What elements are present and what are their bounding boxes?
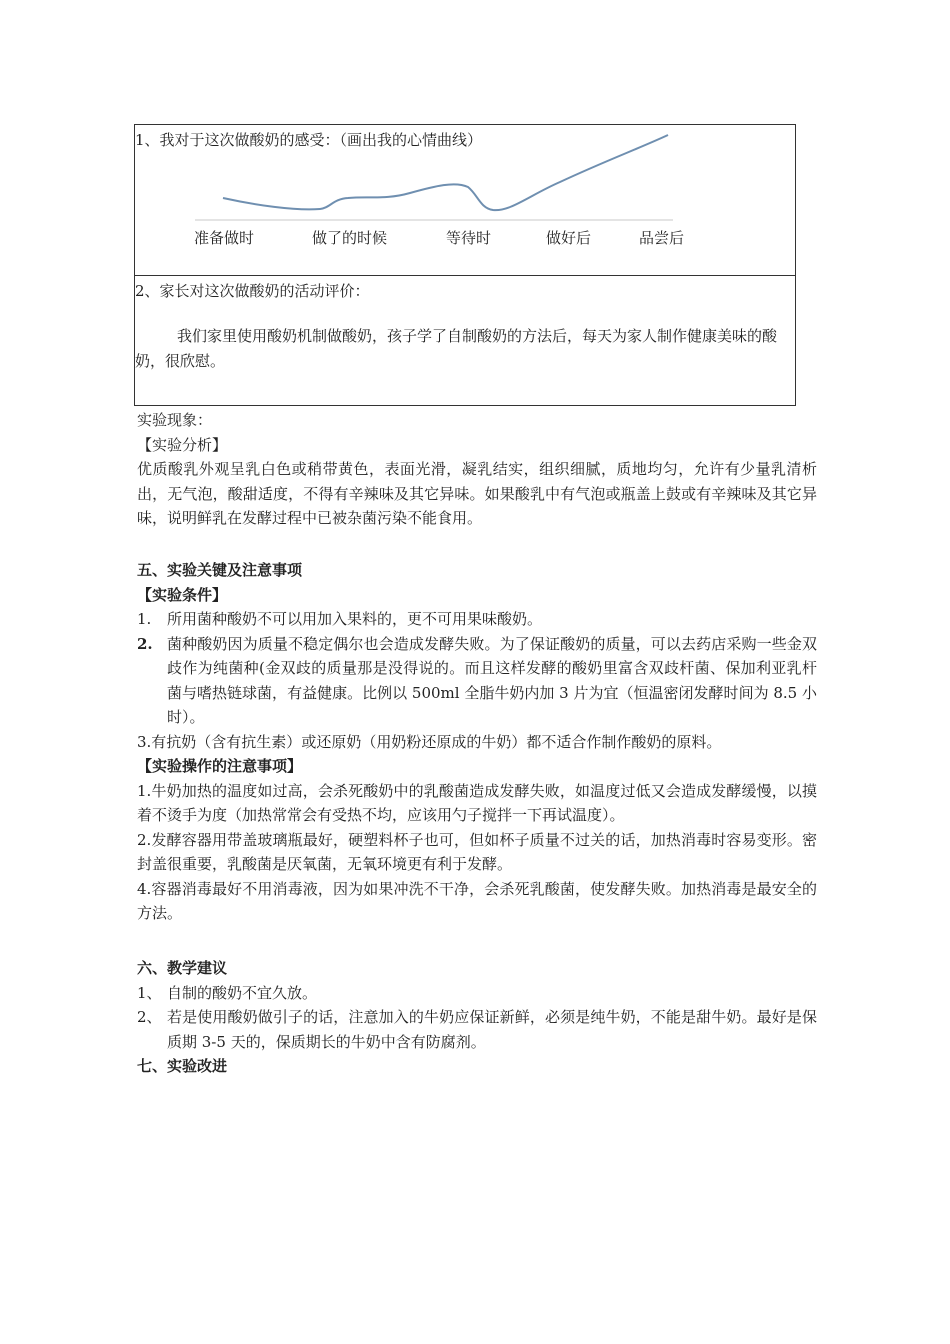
- list-number: 1.: [137, 610, 152, 628]
- list-item: 3.有抗奶（含有抗生素）或还原奶（用奶粉还原成的牛奶）都不适合作制作酸奶的原料。: [137, 732, 722, 751]
- conditions-heading: 【实验条件】: [137, 585, 228, 604]
- list-number: 2、: [137, 1008, 162, 1026]
- section-7-title: 七、实验改进: [137, 1057, 228, 1075]
- list-item: [137, 607, 817, 632]
- list-text: 自制的酸奶不宜久放。: [167, 983, 318, 1002]
- list-text: 菌种酸奶因为质量不稳定偶尔也会造成发酵失败。为了保证酸奶的质量，可以去药店采购一些金双歧作为纯菌种(金双歧的质量那是没得说的。而且这样发酵的酸奶里富含双歧杆菌、保加利亚乳杆菌与嗜热链球菌，有益健康。比例以 500ml 全脂牛奶内加 3 片为宜（恒温密闭发酵时间为 8.5 小时）。: [167, 634, 817, 726]
- section-6: [137, 956, 817, 1079]
- evaluation-title: 2、家长对这次做酸奶的活动评价：: [135, 282, 370, 300]
- analysis-text: 优质酸乳外观呈乳白色或稍带黄色，表面光滑，凝乳结实，组织细腻，质地均匀，允许有少量乳清析出，无气泡，酸甜适度，不得有辛辣味及其它异味。如果酸乳中有气泡或瓶盖上鼓或有辛辣味及其它异味，说明鲜乳在发酵过程中已被杂菌污染不能食用。: [137, 460, 817, 527]
- list-item: [137, 632, 817, 730]
- list-item: [137, 1005, 817, 1054]
- list-item: 2.发酵容器用带盖玻璃瓶最好，硬塑料杯子也可，但如杯子质量不过关的话，加热消毒时容易变形。密封盖很重要，乳酸菌是厌氧菌，无氧环境更有利于发酵。: [137, 830, 817, 873]
- stage-label: 品尝后: [639, 229, 685, 247]
- parent-evaluation-box: [134, 275, 796, 406]
- mood-curve-chart: [135, 125, 795, 275]
- list-number: 2.: [137, 634, 153, 653]
- mood-curve-line: [223, 135, 668, 210]
- analysis-block: [137, 408, 817, 531]
- mood-curve-title: 1、我对于这次做酸奶的感受：（画出我的心情曲线）: [135, 131, 483, 149]
- section-6-title: 六、教学建议: [137, 959, 228, 977]
- operations-heading: 【实验操作的注意事项】: [137, 757, 303, 775]
- section-5: [137, 558, 817, 926]
- analysis-heading: 【实验分析】: [137, 435, 228, 454]
- list-number: 1、: [137, 983, 162, 1002]
- stage-label: 做了的时候: [312, 229, 388, 247]
- mood-curve-box: [134, 124, 796, 276]
- list-item: 1.牛奶加热的温度如过高，会杀死酸奶中的乳酸菌造成发酵失败，如温度过低又会造成发酵缓慢，以摸着不烫手为度（加热常常会有受热不均，应该用勺子搅拌一下再试温度）。: [137, 781, 817, 824]
- list-item: [137, 981, 817, 1006]
- list-text: 所用菌种酸奶不可以用加入果料的，更不可用果味酸奶。: [167, 610, 543, 628]
- list-text: 若是使用酸奶做引子的话，注意加入的牛奶应保证新鲜，必须是纯牛奶，不能是甜牛奶。最好是保质期 3-5 天的，保质期长的牛奶中含有防腐剂。: [167, 1008, 817, 1051]
- stage-label: 做好后: [546, 229, 592, 247]
- list-item: 4.容器消毒最好不用消毒液，因为如果冲洗不干净，会杀死乳酸菌，使发酵失败。加热消毒是最安全的方法。: [137, 879, 817, 922]
- stage-label: 等待时: [446, 229, 492, 247]
- section-5-title: 五、实验关键及注意事项: [137, 561, 303, 579]
- stage-label: 准备做时: [194, 229, 255, 247]
- phenomenon-label: 实验现象：: [137, 411, 213, 429]
- evaluation-text: 我们家里使用酸奶机制做酸奶，孩子学了自制酸奶的方法后，每天为家人制作健康美味的酸奶，很欣慰。: [135, 327, 778, 370]
